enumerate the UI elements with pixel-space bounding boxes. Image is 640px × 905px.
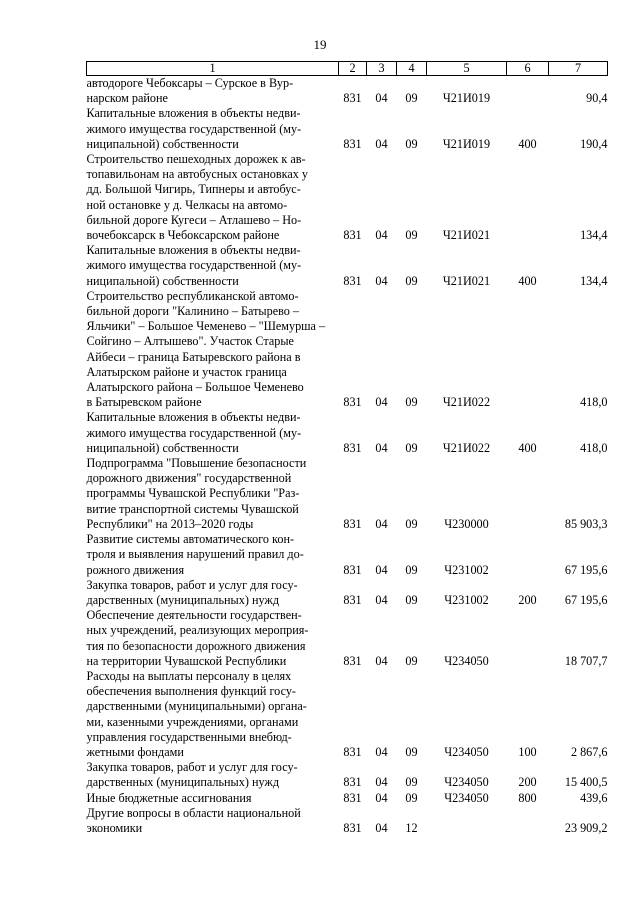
row-section-code: 04 <box>375 562 388 577</box>
row-amount: 134,4 <box>580 228 608 243</box>
table-row <box>87 532 608 578</box>
row-description: Капитальные вложения в объекты недви- жимого имущества государственной (му- ниципальной) собственности <box>86 410 302 455</box>
row-expense-type <box>507 152 549 243</box>
row-admin-code: 831 <box>343 440 362 455</box>
row-amount: 418,0 <box>580 395 608 410</box>
row-section-code: 04 <box>375 592 388 607</box>
row-target-code: Ч21И021 <box>442 228 491 243</box>
row-subsection-code: 09 <box>405 790 418 805</box>
row-description: Строительство республиканской автомо- бильной дороги "Калинино – Батырево – Яльчики" – Большое Чеменево – "Шемурша – Сойгино – Алтышево". Участок Старые Айбеси – граница Батыревского района в Алатырском районе и участок граница Алатырского района – Большое Чеменево в Батыревском районе <box>86 288 326 410</box>
row-section-code: 04 <box>375 273 388 288</box>
row-expense-type <box>507 608 549 669</box>
row-admin-code: 831 <box>343 592 362 607</box>
row-description: Подпрограмма "Повышение безопасности дорожного движения" государственной программы Чувашской Республики "Раз- витие транспортной системы Чувашской Республики" на 2013–2020 годы <box>86 456 307 531</box>
row-expense-type: 400 <box>518 136 537 151</box>
row-target-code: Ч21И021 <box>442 273 491 288</box>
row-admin-code: 831 <box>343 775 362 790</box>
row-description: Закупка товаров, работ и услуг для госу- дарственных (муниципальных) нужд <box>86 760 298 790</box>
table-row <box>87 289 608 411</box>
row-amount: 67 195,6 <box>564 562 608 577</box>
row-target-code: Ч21И022 <box>442 440 491 455</box>
table-row <box>87 410 608 456</box>
row-subsection-code: 09 <box>405 744 418 759</box>
row-amount: 418,0 <box>580 440 608 455</box>
column-header-2: 2 <box>339 62 367 76</box>
row-amount: 439,6 <box>580 790 608 805</box>
row-description: Расходы на выплаты персоналу в целях обеспечения выполнения функций госу- дарственными (муниципальными) органа- ми, казенными учреждениями, органами управления государственными внебюд- жетными фондами <box>86 668 307 759</box>
row-amount: 15 400,5 <box>564 775 608 790</box>
row-section-code: 04 <box>375 775 388 790</box>
row-expense-type: 800 <box>518 790 537 805</box>
row-target-code <box>427 806 507 836</box>
row-description: Другие вопросы в области национальной экономики <box>86 805 301 835</box>
row-description: Капитальные вложения в объекты недви- жимого имущества государственной (му- ниципальной) собственности <box>86 106 302 151</box>
row-expense-type: 100 <box>518 744 537 759</box>
table-row <box>87 806 608 836</box>
row-target-code: Ч21И019 <box>442 91 491 106</box>
row-admin-code: 831 <box>343 744 362 759</box>
table-row <box>87 608 608 669</box>
row-subsection-code: 09 <box>405 653 418 668</box>
row-admin-code: 831 <box>343 228 362 243</box>
table-row <box>87 760 608 790</box>
row-target-code: Ч234050 <box>444 744 489 759</box>
row-target-code: Ч21И019 <box>442 136 491 151</box>
budget-table <box>86 61 608 836</box>
row-target-code: Ч21И022 <box>442 395 491 410</box>
row-section-code: 04 <box>375 440 388 455</box>
row-description: Капитальные вложения в объекты недви- жимого имущества государственной (му- ниципальной) собственности <box>86 243 302 288</box>
column-header-6: 6 <box>507 62 549 76</box>
row-expense-type <box>507 806 549 836</box>
column-header-3: 3 <box>367 62 397 76</box>
table-row <box>87 578 608 608</box>
row-description: Закупка товаров, работ и услуг для госу- дарственных (муниципальных) нужд <box>86 577 298 607</box>
row-admin-code: 831 <box>343 273 362 288</box>
row-section-code: 04 <box>375 91 388 106</box>
row-section-code: 04 <box>375 790 388 805</box>
row-section-code: 04 <box>375 136 388 151</box>
row-subsection-code: 09 <box>405 592 418 607</box>
row-expense-type <box>507 76 549 107</box>
row-expense-type <box>507 532 549 578</box>
row-amount: 90,4 <box>586 91 608 106</box>
column-header-4: 4 <box>397 62 427 76</box>
row-amount: 134,4 <box>580 273 608 288</box>
row-amount: 23 909,2 <box>564 820 608 835</box>
row-section-code: 04 <box>375 744 388 759</box>
column-header-5: 5 <box>427 62 507 76</box>
row-admin-code: 831 <box>343 91 362 106</box>
page-number: 19 <box>313 37 327 52</box>
row-admin-code: 831 <box>343 395 362 410</box>
row-admin-code: 831 <box>343 653 362 668</box>
row-description: Иные бюджетные ассигнования <box>86 790 252 805</box>
row-admin-code: 831 <box>343 790 362 805</box>
table-row <box>87 669 608 760</box>
row-admin-code: 831 <box>343 516 362 531</box>
row-amount: 18 707,7 <box>564 653 608 668</box>
row-description: Обеспечение деятельности государствен- ных учреждений, реализующих мероприя- тия по безопасности дорожного движения на территории Чувашской Республики <box>86 608 309 668</box>
row-expense-type: 400 <box>518 440 537 455</box>
row-subsection-code: 09 <box>405 440 418 455</box>
row-expense-type: 200 <box>518 592 537 607</box>
row-admin-code: 831 <box>343 136 362 151</box>
row-description: автодороге Чебоксары – Сурское в Вур- нарском районе <box>86 76 294 106</box>
row-admin-code: 831 <box>343 562 362 577</box>
table-row <box>87 106 608 152</box>
row-expense-type <box>507 289 549 411</box>
row-expense-type: 400 <box>518 273 537 288</box>
table-row <box>87 243 608 289</box>
row-expense-type <box>507 456 549 532</box>
row-subsection-code: 09 <box>405 136 418 151</box>
column-header-7: 7 <box>549 62 608 76</box>
row-target-code: Ч234050 <box>444 653 489 668</box>
column-header-1: 1 <box>87 62 339 76</box>
row-subsection-code: 12 <box>405 820 418 835</box>
table-row <box>87 791 608 806</box>
row-subsection-code: 09 <box>405 91 418 106</box>
table-row <box>87 152 608 243</box>
row-section-code: 04 <box>375 820 388 835</box>
row-amount: 67 195,6 <box>564 592 608 607</box>
row-subsection-code: 09 <box>405 775 418 790</box>
row-subsection-code: 09 <box>405 228 418 243</box>
row-amount: 85 903,3 <box>564 516 608 531</box>
row-amount: 190,4 <box>580 136 608 151</box>
row-target-code: Ч231002 <box>444 562 489 577</box>
table-row <box>87 76 608 107</box>
row-target-code: Ч234050 <box>444 790 489 805</box>
row-target-code: Ч234050 <box>444 775 489 790</box>
row-section-code: 04 <box>375 395 388 410</box>
row-subsection-code: 09 <box>405 395 418 410</box>
row-description: Строительство пешеходных дорожек к ав- топавильонам на автобусных остановках у дд. Большой Чигирь, Типнеры и автобус- ной остановке у д. Челкасы на автомо- бильной дороге Кугеси – Атлашево – Но- вочебоксарск в Чебоксарском районе <box>86 152 309 243</box>
row-description: Развитие системы автоматического кон- троля и выявления нарушений правил до- рожного движения <box>86 532 304 577</box>
row-amount: 2 867,6 <box>570 744 608 759</box>
row-target-code: Ч230000 <box>444 516 489 531</box>
row-target-code: Ч231002 <box>444 592 489 607</box>
row-section-code: 04 <box>375 516 388 531</box>
row-subsection-code: 09 <box>405 273 418 288</box>
row-admin-code: 831 <box>343 820 362 835</box>
row-subsection-code: 09 <box>405 516 418 531</box>
table-row <box>87 456 608 532</box>
row-section-code: 04 <box>375 653 388 668</box>
row-section-code: 04 <box>375 228 388 243</box>
row-subsection-code: 09 <box>405 562 418 577</box>
column-number-header <box>87 62 608 76</box>
row-expense-type: 200 <box>518 775 537 790</box>
